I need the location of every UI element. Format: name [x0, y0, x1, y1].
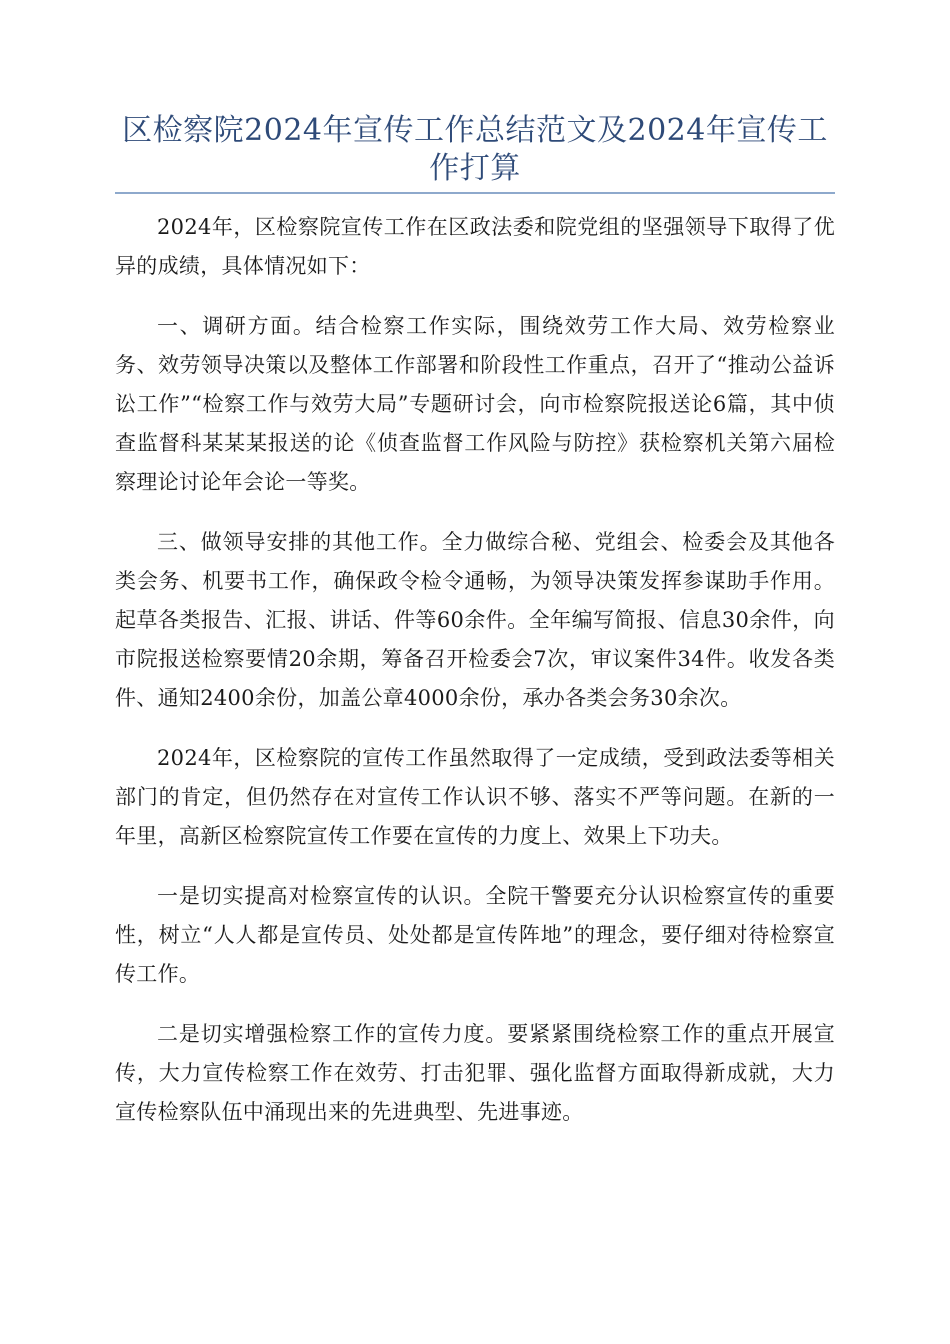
document-body [115, 208, 835, 1153]
paragraph-other-work: 三、做领导安排的其他工作。全力做综合秘、党组会、检委会及其他各类会务、机要书工作，确保政令检令通畅，为领导决策发挥参谋助手作用。起草各类报告、汇报、讲话、件等60余件。全年编写简报、信息30余件，向市院报送检察要情20余期，筹备召开检委会7次，审议案件34件。收发各类件、通知2400余份，加盖公章4000余份，承办各类会务30余次。 [115, 530, 835, 710]
title-block [115, 112, 835, 194]
paragraph-research: 一、调研方面。结合检察工作实际，围绕效劳工作大局、效劳检察业务、效劳领导决策以及整体工作部署和阶段性工作重点，召开了“推动公益诉讼工作”“检察工作与效劳大局”专题研讨会，向市检察院报送论6篇，其中侦查监督科某某某报送的论《侦查监督工作风险与防控》获检察机关第六届检察理论讨论年会论一等奖。 [115, 314, 835, 494]
paragraph-intro: 2024年，区检察院宣传工作在区政法委和院党组的坚强领导下取得了优异的成绩，具体情况如下： [115, 215, 835, 278]
paragraph-plan-one: 一是切实提高对检察宣传的认识。全院干警要充分认识检察宣传的重要性，树立“人人都是宣传员、处处都是宣传阵地”的理念，要仔细对待检察宣传工作。 [115, 884, 835, 986]
document-title: 区检察院2024年宣传工作总结范文及2024年宣传工作打算 [122, 113, 828, 186]
paragraph-summary: 2024年，区检察院的宣传工作虽然取得了一定成绩，受到政法委等相关部门的肯定，但仍然存在对宣传工作认识不够、落实不严等问题。在新的一年里，高新区检察院宣传工作要在宣传的力度上、效果上下功夫。 [115, 746, 835, 848]
paragraph-plan-two: 二是切实增强检察工作的宣传力度。要紧紧围绕检察工作的重点开展宣传，大力宣传检察工作在效劳、打击犯罪、强化监督方面取得新成就，大力宣传检察队伍中涌现出来的先进典型、先进事迹。 [115, 1022, 835, 1124]
